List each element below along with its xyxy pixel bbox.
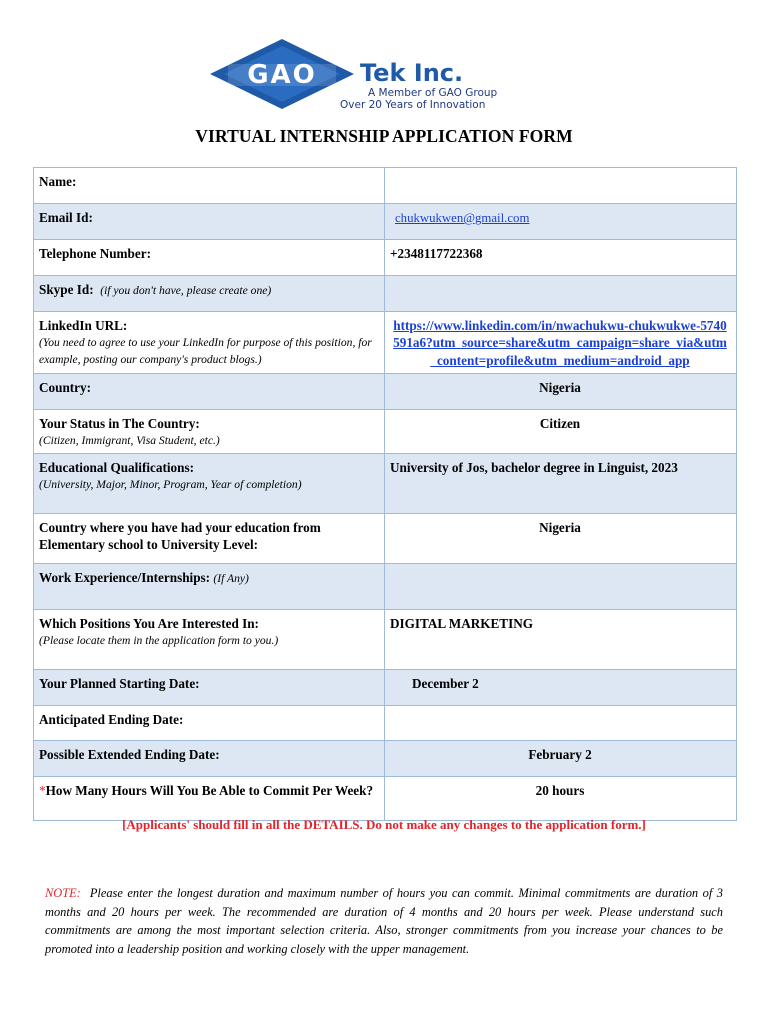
row-name [34,168,737,204]
end-field[interactable] [385,705,737,740]
linkedin-url-link[interactable]: https://www.linkedin.com/in/nwachukwu-chukwukwe-5740591a6?utm_source=share&utm_campaign=share_via&utm_content=profile&utm_medium=android_app [393,318,727,368]
logo-tagline-2: Over 20 Years of Innovation [340,99,486,110]
linkedin-label-cell [34,312,385,374]
start-field[interactable] [385,669,737,705]
note-tag: NOTE: [45,886,81,900]
country-label-cell [34,373,385,409]
education-country-label: Country where you have had your education from Elementary school to University Level: [39,519,321,552]
positions-label-cell [34,609,385,669]
start-label-cell [34,669,385,705]
end-label-cell [34,705,385,740]
country-value: Nigeria [539,379,581,395]
row-education [34,453,737,513]
positions-value: DIGITAL MARKETING [390,615,534,631]
skype-label-cell [34,276,385,312]
logo-mark-text: GAO [247,60,317,90]
row-linkedin [34,312,737,374]
education-label-cell [34,453,385,513]
extended-value: February 2 [528,746,592,762]
telephone-label: Telephone Number: [39,246,151,261]
application-form-table [33,167,737,821]
hours-value: 20 hours [535,782,585,798]
end-label: Anticipated Ending Date: [39,711,184,727]
row-skype [34,276,737,312]
education-country-value: Nigeria [539,519,581,535]
note-paragraph [45,884,723,958]
linkedin-label: LinkedIn URL: [39,318,128,333]
positions-field[interactable] [385,609,737,669]
education-label: Educational Qualifications: [39,459,194,475]
work-label: Work Experience/Internships: [39,569,211,585]
row-hours [34,776,737,820]
name-label: Name: [39,174,77,189]
skype-label: Skype Id: [39,282,94,297]
form-title: VIRTUAL INTERNSHIP APPLICATION FORM [195,126,573,146]
row-country [34,373,737,409]
gao-tek-logo-graphic [206,38,546,110]
extended-label-cell [34,740,385,776]
education-hint: (University, Major, Minor, Program, Year of completion) [39,477,302,491]
row-education-country [34,513,737,563]
telephone-label-cell [34,240,385,276]
row-extended-date [34,740,737,776]
hours-label: How Many Hours Will You Be Able to Commit Per Week? [45,782,374,798]
logo-tagline-1: A Member of GAO Group [368,87,498,99]
education-field[interactable] [385,453,737,513]
education-value: University of Jos, bachelor degree in Linguist, 2023 [390,459,678,475]
status-label: Your Status in The Country: [39,415,200,431]
linkedin-hint: (You need to agree to use your LinkedIn for purpose of this position, for example, posting our company's product blogs.) [39,336,372,366]
extended-field[interactable] [385,740,737,776]
extended-label: Possible Extended Ending Date: [39,746,220,762]
work-field[interactable] [385,563,737,609]
telephone-field[interactable] [385,240,737,276]
skype-field[interactable] [385,276,737,312]
row-status [34,409,737,453]
company-logo [206,38,546,110]
status-value: Citizen [539,415,581,431]
status-field[interactable] [385,409,737,453]
status-hint: (Citizen, Immigrant, Visa Student, etc.) [39,433,220,447]
start-value: December 2 [412,675,479,691]
hours-label-cell [34,776,385,820]
logo-company-name: Tek Inc. [360,59,464,87]
work-label-cell [34,563,385,609]
country-label: Country: [39,379,92,395]
linkedin-field[interactable] [385,312,737,374]
email-link[interactable]: chukwukwen@gmail.com [395,211,530,225]
name-label-cell [34,168,385,204]
required-asterisk: * [39,782,46,798]
education-country-label-cell [34,513,385,563]
email-label: Email Id: [39,210,93,225]
positions-label: Which Positions You Are Interested In: [39,615,259,631]
row-start-date [34,669,737,705]
education-country-field[interactable] [385,513,737,563]
skype-hint: (if you don't have, please create one) [100,284,272,297]
email-field[interactable] [385,204,737,240]
status-label-cell [34,409,385,453]
row-email [34,204,737,240]
hours-field[interactable] [385,776,737,820]
row-telephone [34,240,737,276]
work-hint: (If Any) [213,571,249,585]
row-positions [34,609,737,669]
telephone-value: +2348117722368 [390,246,483,261]
name-field[interactable] [385,168,737,204]
positions-hint: (Please locate them in the application form to you.) [39,633,279,647]
country-field[interactable] [385,373,737,409]
row-work-experience [34,563,737,609]
row-end-date [34,705,737,740]
email-label-cell [34,204,385,240]
start-label: Your Planned Starting Date: [39,675,200,691]
form-warning: [Applicants' should fill in all the DETAILS. Do not make any changes to the application form.] [122,817,646,832]
note-text: Please enter the longest duration and maximum number of hours you can commit. Minimal commitments are duration of 3 months and 20 hours per week. The recommended are duration of 4 months and 20 hours per week. Please understand such commitments are among the most important selection criteria. Also, stronger commitments from you increase your chances to be promoted into a leadership position and working closely with the upper management. [45,886,723,956]
